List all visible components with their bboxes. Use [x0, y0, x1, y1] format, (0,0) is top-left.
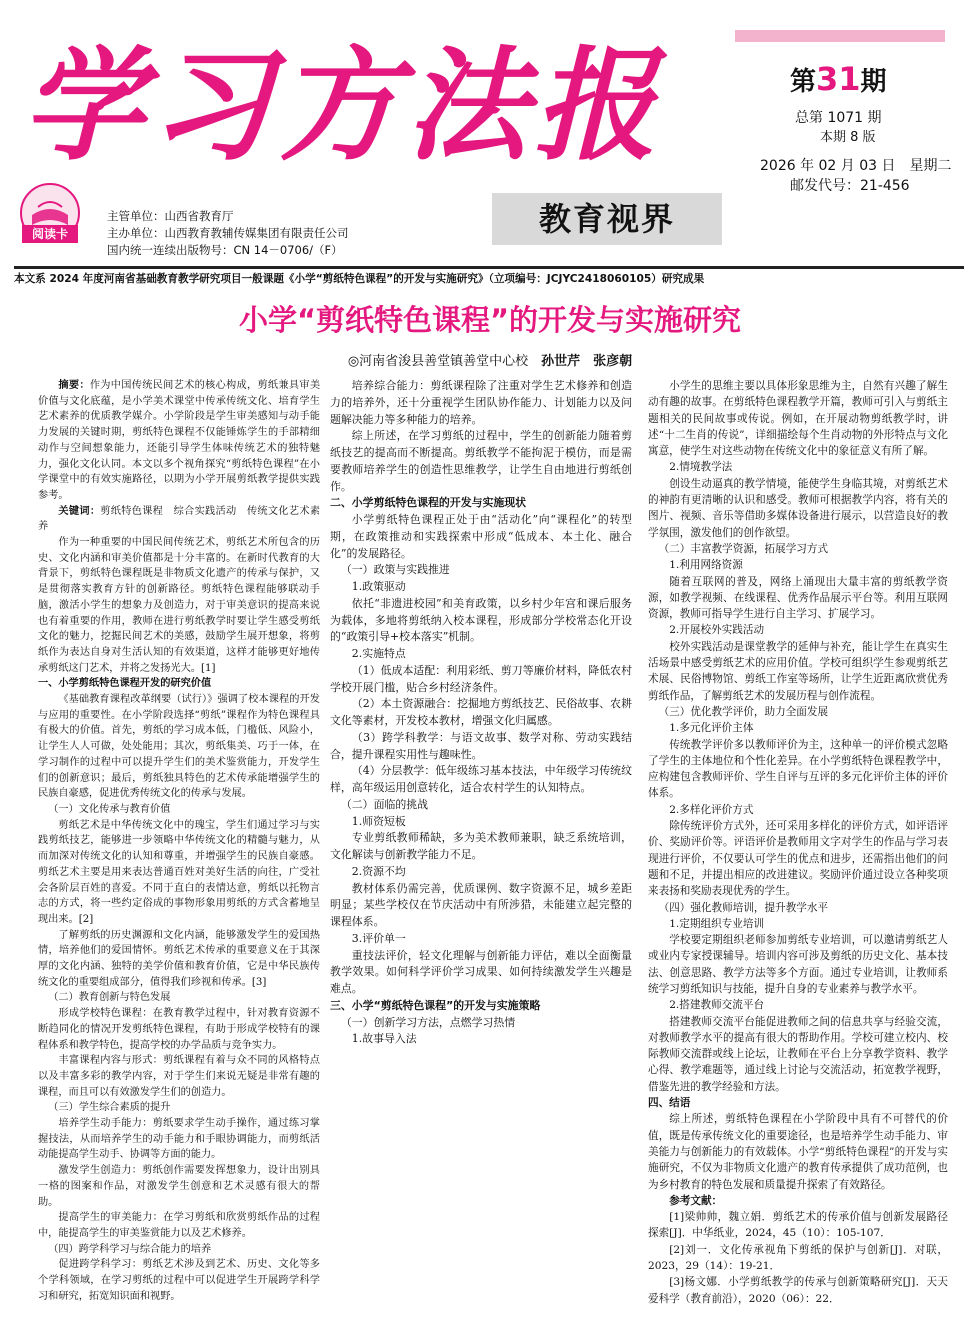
newspaper-title: 学习方法报 [22, 33, 662, 177]
abstract-label: 摘要： [58, 380, 90, 391]
section-heading: 3.评价单一 [351, 931, 406, 945]
column-2 [330, 378, 632, 1048]
column-3 [648, 378, 948, 1307]
paragraph: 了解剪纸的历史渊源和文化内涵，能够激发学生的爱国热情，培养他们的爱国情怀。剪纸艺术传承的重要意义在于其深厚的文化内涵、独特的美学价值和教育价值，它是中华民族传统文化的重要组成部分，值得我们珍视和传承。[3] [38, 929, 320, 988]
paragraph: 重技法评价，轻文化理解与创新能力评估，难以全面衡量教学效果。如何科学评价学习成果、如何持续激发学生兴趣是难点。 [330, 948, 632, 995]
paragraph: 传统教学评价多以教师评价为主，这种单一的评价模式忽略了学生的主体地位和个性化差异。在小学剪纸特色课程教学中，应构建包含教师评价、学生自评与互评的多元化评价主体的评价体系。 [648, 738, 948, 800]
paragraph: 综上所述，剪纸特色课程在小学阶段中具有不可替代的价值，既是传承传统文化的重要途径，也是培养学生动手能力、审美能力与创新能力的有效载体。小学“剪纸特色课程”的开发与实施研究，不仅为非物质文化遗产的教育传承提供了成功范例，也为乡村教育的特色发展和质量提升探索了有效路径。 [648, 1113, 948, 1191]
byline-authors: 孙世芹 张彦朝 [541, 354, 633, 369]
column-1-body [38, 535, 320, 1304]
section-heading: （一）创新学习方法，点燃学习热情 [340, 1015, 516, 1029]
paragraph: 培养学生动手能力：剪纸要求学生动手操作，通过练习掌握技法，从而培养学生的动手能力和手眼协调能力，而剪纸活动能提高学生动手、协调等方面的能力。 [38, 1118, 320, 1161]
section-heading: 二、小学剪纸特色课程的开发与实施现状 [330, 496, 527, 510]
issue-date: 2026 年 02 月 03 日 星期二 [760, 158, 952, 174]
section-heading: 2.搭建教师交流平台 [669, 999, 765, 1012]
paragraph: （2）本土资源融合：挖掘地方剪纸技艺、民俗故事、农耕文化等素材，开发校本教材，增强文化归属感。 [330, 697, 632, 727]
paragraph: 《基础教育课程改革纲要（试行）》强调了校本课程的开发与应用的重要性。在小学阶段选择“剪纸”课程作为特色课程具有极大的价值。首先，剪纸的学习成本低，门槛低、风险小，让学生人人可做，处处能用；其次，剪纸集美、巧于一体，在学习制作的过程中可以提升学生们的美术鉴赏能力，开发学生们的创新意识；最后，剪纸独具特色的艺术传承能增强学生的民族自豪感，促进优秀传统文化的传承与发展。 [38, 694, 320, 800]
section-heading: （四）跨学科学习与综合能力的培养 [48, 1243, 212, 1255]
section-heading: （二）面临的挑战 [340, 797, 429, 811]
section-heading: 四、结语 [648, 1097, 691, 1110]
section-heading: 2.资源不均 [351, 864, 406, 878]
paragraph: （3）跨学科教学：与语文故事、数学对称、劳动实践结合，提升课程实用性与趣味性。 [330, 730, 632, 761]
paragraph: 促进跨学科学习：剪纸艺术涉及到艺术、历史、文化等多个学科领域，在学习剪纸的过程中可以促进学生开展跨学科学习和研究，拓宽知识面和视野。 [38, 1259, 320, 1302]
paragraph: 综上所述，在学习剪纸的过程中，学生的创新能力随着剪纸技艺的提高而不断提高。剪纸教学不能拘泥于模仿，而是需要教师培养学生的创造性思维教学，让学生自由地进行剪纸创作。 [330, 429, 632, 493]
paragraph: 形成学校特色课程：在教育教学过程中，针对教育资源不断趋同化的情况开发剪纸特色课程，有助于形成学校特有的课程体系和教学特色，提高学校的办学品质与竞争实力。 [38, 1008, 320, 1051]
edition-count: 本期 8 版 [820, 130, 876, 145]
references-list [648, 1209, 948, 1307]
abstract [38, 378, 320, 504]
column-3-body [648, 378, 948, 1193]
issue-prefix: 第 [790, 67, 817, 97]
section-heading: （三）学生综合素质的提升 [48, 1102, 171, 1114]
issue-suffix: 期 [860, 67, 887, 97]
paragraph: 激发学生创造力：剪纸创作需要发挥想象力，设计出别具一格的图案和作品，对激发学生创意和艺术灵感有很大的帮助。 [38, 1165, 320, 1208]
paragraph: 搭建教师交流平台能促进教师之间的信息共享与经验交流，对教师教学水平的提高有很大的帮助作用。学校可建立校内、校际教师交流群或线上论坛，让教师在平台上分享教学资料、教学心得、教学难题等，通过线上讨论与交流活动，拓宽教学视野，借鉴先进的教学经验和方法。 [648, 1015, 948, 1093]
section-heading: 1.政策驱动 [351, 580, 406, 593]
article-headline: 小学“剪纸特色课程”的开发与实施研究 [238, 303, 742, 337]
section-heading: 三、小学“剪纸特色课程”的开发与实施策略 [330, 998, 541, 1012]
paragraph: 培养综合能力：剪纸课程除了注重对学生艺术修养和创造力的培养外，还十分重视学生团队协作能力、计划能力以及问题解决能力等多种能力的培养。 [330, 379, 632, 426]
section-heading: 2.多样化评价方式 [669, 803, 754, 816]
paragraph: 除传统评价方式外，还可采用多样化的评价方式，如评语评价、奖励评价等。评语评价是教师用文字对学生的作品与学习表现进行评价，不仅要认可学生的优点和进步，还需指出他们的问题和不足，并提出相应的改进建议。奖励评价通过设立各种奖项来表扬和奖励表现优秀的学生。 [648, 820, 948, 898]
paragraph: （4）分层教学：低年级练习基本技法，中年级学习传统纹样，高年级运用创意转化，适合农村学生的认知特点。 [330, 764, 632, 794]
paragraph: 剪纸艺术是中华传统文化中的瑰宝，学生们通过学习与实践剪纸技艺，能够进一步领略中华传统文化的精髓与魅力，从而加深对传统文化的认知和尊重，并增强学生的民族自豪感。剪纸艺术主要是用来表达普通百姓对美好生活的向往，广受社会各阶层百姓的喜爱。不同于直白的表情达意，剪纸以托物言志的方式，将一些约定俗成的事物形象用剪纸的方式含蓄地呈现出来。[2] [38, 819, 320, 925]
section-title: 教育视界 [492, 193, 722, 245]
section-heading: 1.师资短板 [351, 814, 406, 828]
section-heading: 一、小学剪纸特色课程开发的研究价值 [38, 678, 212, 690]
paragraph: 丰富课程内容与形式：剪纸课程有着与众不同的风格特点以及丰富多彩的教学内容，对于学生们来说无疑是非常有趣的课程，而且可以有效激发学生们的创造力。 [38, 1055, 320, 1098]
paragraph: 依托“非遗进校园”和美育政策，以乡村少年宫和课后服务为载体，多地将剪纸纳入校本课程，形成部分学校常态化开设的“政策引导+校本落实”机制。 [330, 596, 632, 644]
byline-school: ◎河南省浚县善堂镇善堂中心校 [347, 354, 529, 369]
reference-item: [2]刘一．文化传承视角下剪纸的保护与创新[J]．对联，2023，29（14）：19-21． [648, 1243, 948, 1273]
paragraph: 小学剪纸特色课程正处于由“活动化”向“课程化”的转型期，在政策推动和实践探索中形成“低成本、本土化、融合化”的发展路径。 [330, 513, 632, 560]
section-heading: （四）强化教师培训，提升教学水平 [658, 901, 829, 914]
section-heading: （一）文化传承与教育价值 [48, 803, 171, 815]
publisher-line-2: 主办单位：山西教育教辅传媒集团有限责任公司 [107, 226, 349, 240]
keywords-text: 剪纸特色课程 综合实践活动 传统文化艺术素养 [38, 505, 321, 533]
section-heading: 1.定期组织专业培训 [669, 917, 765, 930]
section-heading: 1.多元化评价主体 [669, 722, 754, 735]
section-heading: （二）丰富教学资源，拓展学习方式 [658, 542, 829, 555]
paragraph: 提高学生的审美能力：在学习剪纸和欣赏剪纸作品的过程中，能提高学生的审美鉴赏能力以及艺术修养。 [38, 1212, 320, 1239]
reference-item: [3]杨文娜．小学剪纸教学的传承与创新策略研究[J]．天天爱科学（教育前沿），2020（06）：22． [648, 1276, 948, 1305]
column-1 [38, 378, 320, 1304]
section-heading: 2.开展校外实践活动 [669, 624, 765, 637]
paragraph: 学校要定期组织老师参加剪纸专业培训，可以邀请剪纸艺人或业内专家授课辅导。培训内容可涉及剪纸的历史文化、基本技法、创意思路、教学方法等多个方面。通过专业培训，让教师系统学习剪纸知识与技能，提升自身的专业素养与教学水平。 [648, 934, 948, 995]
section-heading: （三）优化教学评价，助力全面发展 [658, 705, 829, 718]
paragraph: 随着互联网的普及，网络上涌现出大量丰富的剪纸教学资源，如教学视频、在线课程、优秀作品展示平台等。利用互联网资源，教师可指导学生进行自主学习、扩展学习。 [648, 575, 948, 621]
logo-badge-text: 阅读卡 [22, 225, 78, 243]
column-2-body [330, 378, 632, 1048]
reference-item: [1]梁帅帅，魏立娟．剪纸艺术的传承价值与创新发展路径探索[J]．中华纸业，2024，45（10）：105-107． [648, 1211, 948, 1240]
section-heading: （二）教育创新与特色发展 [48, 992, 171, 1004]
article-byline [0, 352, 980, 372]
references-heading: 参考文献： [669, 1194, 723, 1207]
paragraph: 专业剪纸教师稀缺，多为美术教师兼职，缺乏系统培训，文化解读与创新教学能力不足。 [330, 831, 632, 861]
keywords [38, 504, 320, 535]
section-heading: （一）政策与实践推进 [340, 563, 450, 577]
publisher-line-3: 国内统一连续出版物号：CN 14－0706/（F） [107, 243, 343, 257]
keywords-label: 关键词： [58, 505, 101, 517]
paragraph: 校外实践活动是课堂教学的延伸与补充，能让学生在真实生活场景中感受剪纸艺术的应用价值。学校可组织学生参观剪纸艺术展、民俗博物馆、剪纸工作室等场所，让学生近距离欣赏优秀剪纸作品，了解剪纸艺术的发展历程与创作流程。 [648, 640, 948, 702]
section-heading: 2.实施特点 [351, 647, 406, 660]
paragraph: 小学生的思维主要以具体形象思维为主，自然有兴趣了解生动有趣的故事。在剪纸特色课程教学开篇，教师可引入与剪纸主题相关的民间故事或传说。例如，在开展动物剪纸教学时，讲述“十二生肖的传说”，详细描绘每个生肖动物的外形特点与文化寓意，使学生对这些动物在传统文化中的象征意义有所了解。 [648, 380, 948, 458]
total-issue: 总第 1071 期 [795, 110, 882, 126]
issue-number-value: 31 [816, 60, 861, 98]
section-heading: 1.故事导入法 [351, 1032, 417, 1046]
abstract-text: 作为中国传统民间艺术的核心构成，剪纸兼具审美价值与文化底蕴，是小学美术课堂中传承传统文化、培育学生艺术素养的优质教学媒介。小学阶段是学生审美感知与动手能力发展的关键时期，剪纸特色课程不仅能锤炼学生的手部精细动作与空间想象能力，还能引导学生体味传统艺术的独特魅力，强化文化认同。本文以多个视角探究“剪纸特色课程”在小学课堂中的有效实施路径，以期为小学开展剪纸教学提供实践参考。 [38, 380, 321, 501]
postal-code: 邮发代号：21-456 [790, 178, 910, 194]
paragraph: 创设生动逼真的教学情境，能使学生身临其境，对剪纸艺术的神韵有更清晰的认识和感受。教师可根据教学内容，将有关的图片、视频、音乐等借助多媒体设备进行展示，以营造良好的教学氛围，激发他们的创作欲望。 [648, 477, 948, 539]
paragraph: 教材体系仍需完善，优质课例、数字资源不足，城乡差距明显；某些学校仅在节庆活动中有所涉猎，未能建立起完整的课程体系。 [330, 881, 632, 928]
masthead-accent-bar [735, 30, 945, 42]
publisher-line-1: 主管单位：山西省教育厅 [107, 209, 234, 223]
section-heading: 2.情境教学法 [669, 461, 733, 474]
section-heading: 1.利用网络资源 [669, 559, 743, 572]
paragraph: 作为一种重要的中国民间传统艺术，剪纸艺术所包含的历史、文化内涵和审美价值都是十分丰富的。在新时代教育的大背景下，剪纸特色课程既是非物质文化遗产的传承与保护，又是贯彻落实教育方针的创新路径。剪纸特色课程能够联动手脑，激活小学生的想象力及创造力，对于审美意识的提高来说也有着重要的作用，教师在进行剪纸教学时要让学生感受剪纸文化的魅力，挖掘民间艺术的美感，鼓励学生展开想象，将剪纸作为表达自身对生活认知的有效渠道，这样才能够更好地传承剪纸这门艺术，并将之发扬光大。[1] [38, 537, 320, 674]
issue-number [790, 62, 887, 99]
paragraph: （1）低成本适配：利用彩纸、剪刀等廉价材料，降低农村学校开展门槛，贴合乡村经济条件。 [330, 663, 632, 694]
project-note: 本文系 2024 年度河南省基础教育教学研究项目一般课题《小学“剪纸特色课程”的开发与实施研究》（立项编号：JCJYC2418060105）研究成果 [14, 273, 705, 285]
masthead-divider [14, 266, 964, 269]
